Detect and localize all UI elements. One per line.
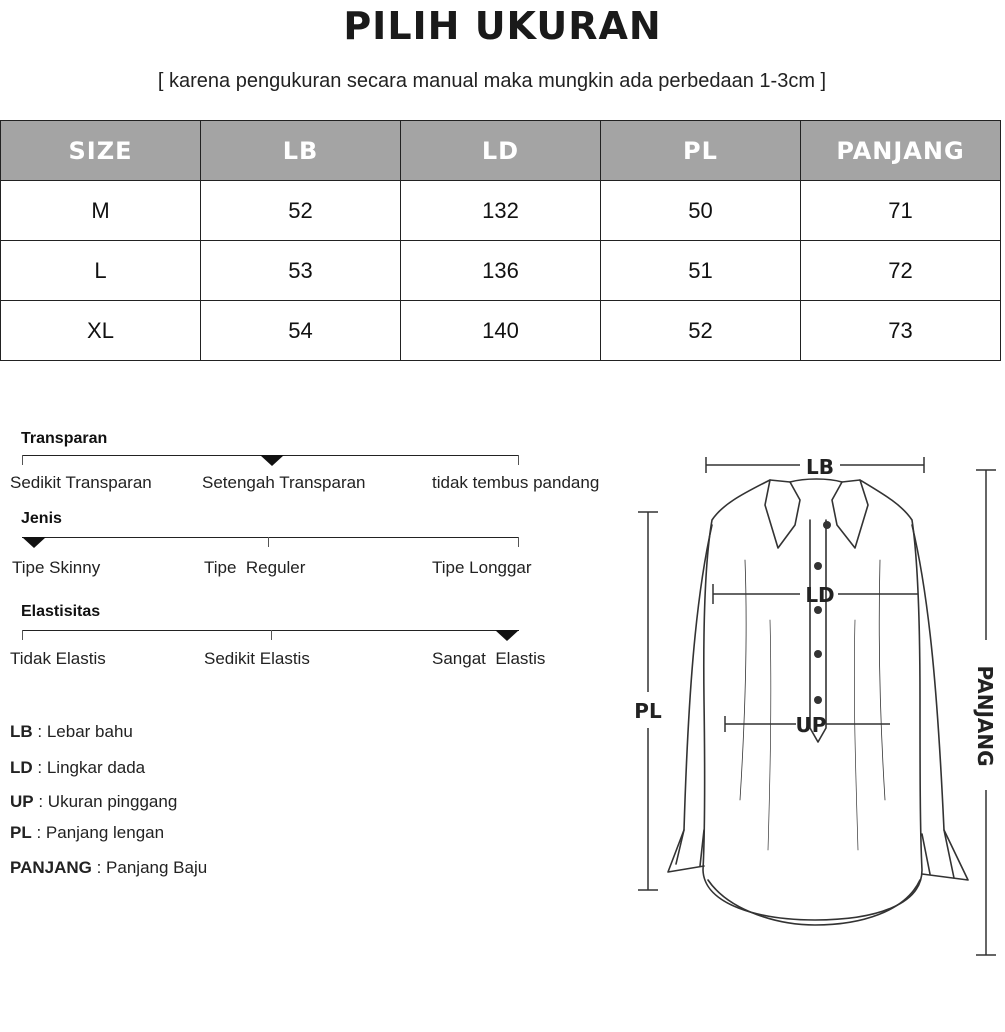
scale-tick (22, 630, 23, 640)
table-cell: 132 (401, 181, 601, 241)
table-cell: 73 (801, 301, 1001, 361)
legend-item (10, 722, 133, 742)
table-cell: 52 (601, 301, 801, 361)
legend-desc: Lebar bahu (46, 722, 133, 741)
scale-title: Jenis (21, 510, 62, 527)
scale-title: Elastisitas (21, 603, 101, 620)
scale-tick (22, 455, 23, 465)
table-cell: M (1, 181, 201, 241)
scale-tick (271, 630, 272, 640)
shirt-buttons (814, 521, 831, 704)
scale-option: Tipe Longgar (432, 558, 532, 577)
table-cell: 136 (401, 241, 601, 301)
legend-item (10, 758, 145, 778)
size-table (0, 120, 1001, 361)
measurement-note: [ karena pengukuran secara manual maka mungkin ada perbedaan 1-3cm ] (157, 70, 827, 92)
column-header-ld: LD (401, 121, 601, 181)
column-header-panjang: PANJANG (801, 121, 1001, 181)
scale-tick (268, 537, 269, 547)
legend-item (10, 858, 207, 878)
scale-transparan (0, 430, 620, 510)
table-cell: 53 (201, 241, 401, 301)
label-lb: LB (806, 455, 834, 479)
legend-item (10, 792, 177, 812)
label-up: UP (795, 713, 827, 737)
measure-lines (638, 457, 996, 955)
scale-tick (518, 537, 519, 547)
legend-abbr: LB (10, 722, 33, 741)
legend-item (10, 823, 164, 843)
table-cell: 54 (201, 301, 401, 361)
scale-line (22, 537, 519, 538)
shirt-measurement-diagram (625, 445, 1005, 965)
scale-option: Tipe Skinny (12, 558, 101, 577)
label-panjang: PANJANG (973, 665, 997, 767)
selected-marker (260, 455, 284, 466)
column-header-pl: PL (601, 121, 801, 181)
page-title: PILIH UKURAN (343, 4, 662, 48)
legend-separator: : (91, 858, 107, 877)
legend-abbr: UP (10, 792, 34, 811)
scale-option: Tipe Reguler (204, 558, 306, 577)
scale-option: Sedikit Elastis (204, 649, 310, 668)
column-header-lb: LB (201, 121, 401, 181)
legend-separator: : (32, 758, 47, 777)
legend-abbr: PANJANG (10, 858, 92, 877)
scale-tick (518, 455, 519, 465)
selected-marker (495, 630, 519, 641)
scale-option: Sangat Elastis (432, 649, 546, 668)
selected-marker (22, 537, 46, 548)
scale-option: Tidak Elastis (10, 649, 106, 668)
scale-option: tidak tembus pandang (432, 473, 600, 492)
table-row (1, 181, 1001, 241)
table-cell: 140 (401, 301, 601, 361)
legend-separator: : (33, 792, 48, 811)
label-ld: LD (805, 583, 835, 607)
scale-option: Sedikit Transparan (10, 473, 152, 492)
legend-separator: : (31, 823, 46, 842)
table-cell: L (1, 241, 201, 301)
table-cell: 72 (801, 241, 1001, 301)
scale-elastisitas (0, 603, 620, 683)
table-cell: 71 (801, 181, 1001, 241)
label-pl: PL (634, 699, 662, 723)
table-cell: 50 (601, 181, 801, 241)
legend-separator: : (32, 722, 47, 741)
table-cell: XL (1, 301, 201, 361)
legend-desc: Panjang Baju (106, 858, 208, 877)
table-header-row (1, 121, 1001, 181)
legend-desc: Ukuran pinggang (47, 792, 178, 811)
legend-abbr: PL (10, 823, 32, 842)
scale-jenis (0, 510, 620, 590)
scale-title: Transparan (21, 430, 108, 447)
table-row (1, 301, 1001, 361)
legend-desc: Lingkar dada (46, 758, 146, 777)
legend-abbr: LD (10, 758, 33, 777)
legend-desc: Panjang lengan (45, 823, 165, 842)
table-cell: 51 (601, 241, 801, 301)
table-cell: 52 (201, 181, 401, 241)
table-row (1, 241, 1001, 301)
scale-option: Setengah Transparan (202, 473, 366, 492)
column-header-size: SIZE (1, 121, 201, 181)
